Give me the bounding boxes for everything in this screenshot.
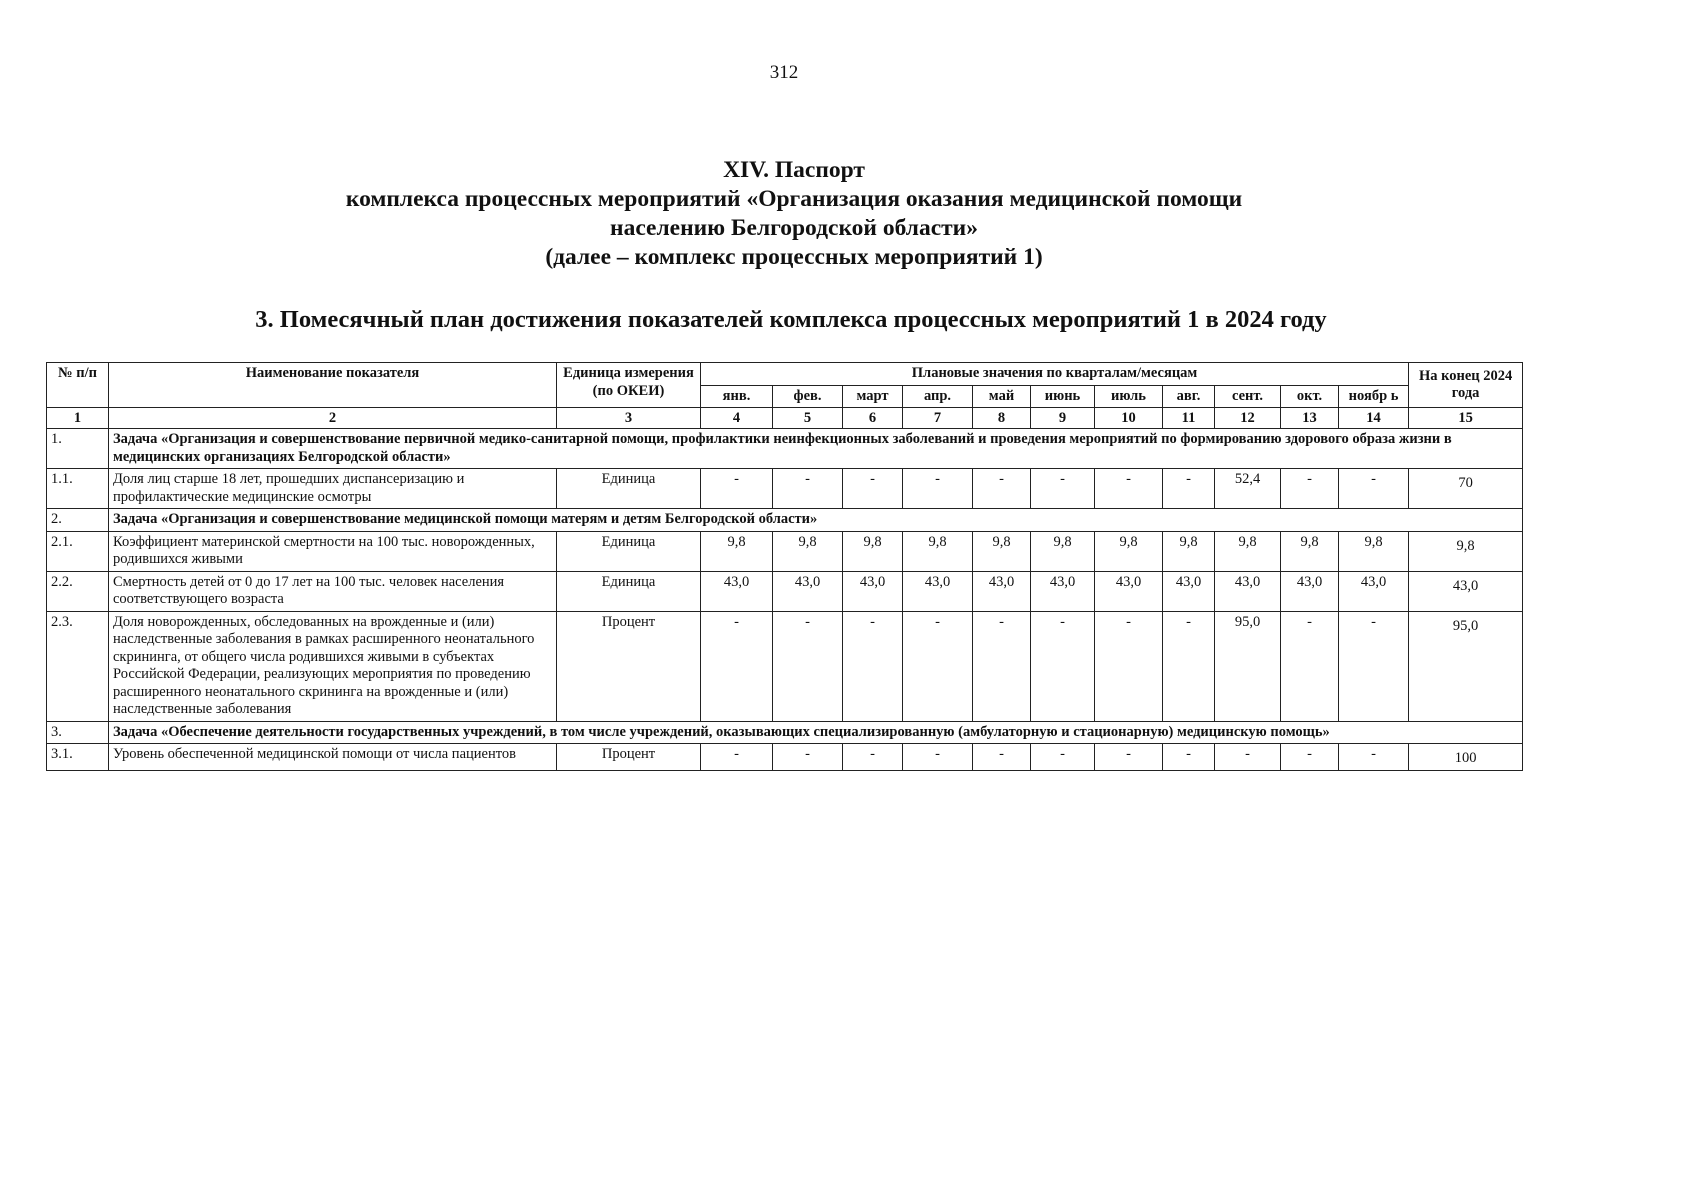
month-value: - [1281,611,1339,721]
header-month: май [973,385,1031,408]
header-planned: Плановые значения по кварталам/месяцам [701,363,1409,386]
month-value: 43,0 [701,571,773,611]
month-value: 9,8 [1163,531,1215,571]
month-value: 43,0 [1281,571,1339,611]
indicator-row [47,531,1523,571]
month-value: - [843,611,903,721]
month-value: - [1095,469,1163,509]
month-value: - [903,744,973,771]
indicator-name: Доля новорожденных, обследованных на врожденные и (или) наследственные заболевания в рамках расширенного неонатального скрининга, от общего числа родившихся живыми в субъектах Российской Федерации, реализующих мероприятия по проведению расширенного неонатального скрининга на врожденные и (или) наследственные заболевания [109,611,557,721]
month-value: 43,0 [773,571,843,611]
column-number: 9 [1031,408,1095,429]
month-value: 9,8 [1031,531,1095,571]
monthly-plan-table [46,362,1523,771]
row-number: 2.3. [47,611,109,721]
column-number: 3 [557,408,701,429]
month-value: - [1215,744,1281,771]
indicator-row [47,571,1523,611]
row-number: 2.1. [47,531,109,571]
indicator-unit: Единица [557,469,701,509]
month-value: 43,0 [973,571,1031,611]
task-row [47,509,1523,532]
header-month: окт. [1281,385,1339,408]
header-month: авг. [1163,385,1215,408]
month-value: - [1095,744,1163,771]
column-number: 5 [773,408,843,429]
task-text: Задача «Организация и совершенствование первичной медико-санитарной помощи, профилактики неинфекционных заболеваний и проведения мероприятий по формированию здорового образа жизни в медицинских организациях Белгородской области» [109,429,1523,469]
header-month: март [843,385,903,408]
month-value: 9,8 [973,531,1031,571]
header-unit: Единица измерения (по ОКЕИ) [557,363,701,408]
month-value: - [1031,469,1095,509]
month-value: 95,0 [1215,611,1281,721]
row-number: 2.2. [47,571,109,611]
header-row-1 [47,363,1523,386]
row-number: 2. [47,509,109,532]
month-value: - [701,744,773,771]
column-number: 14 [1339,408,1409,429]
month-value: - [1281,744,1339,771]
column-number: 8 [973,408,1031,429]
header-month: апр. [903,385,973,408]
header-month: сент. [1215,385,1281,408]
indicator-row [47,611,1523,721]
month-value: - [1281,469,1339,509]
month-value: - [1339,744,1409,771]
header-month: июнь [1031,385,1095,408]
month-value: 9,8 [773,531,843,571]
month-value: - [973,744,1031,771]
column-number: 13 [1281,408,1339,429]
month-value: 9,8 [1215,531,1281,571]
month-value: 43,0 [1339,571,1409,611]
indicator-name: Уровень обеспеченной медицинской помощи от числа пациентов [109,744,557,771]
indicator-name: Коэффициент материнской смертности на 100 тыс. новорожденных, родившихся живыми [109,531,557,571]
task-text: Задача «Обеспечение деятельности государственных учреждений, в том числе учреждений, оказывающих специализированную (амбулаторную и стационарную) медицинскую помощь» [109,721,1523,744]
month-value: 9,8 [1339,531,1409,571]
indicator-name: Доля лиц старше 18 лет, прошедших диспансеризацию и профилактические медицинские осмотры [109,469,557,509]
task-text: Задача «Организация и совершенствование медицинской помощи матерям и детям Белгородской области» [109,509,1523,532]
indicator-row [47,744,1523,771]
month-value: 43,0 [1163,571,1215,611]
month-value: 9,8 [701,531,773,571]
month-value: 43,0 [1095,571,1163,611]
header-month: ноябр ь [1339,385,1409,408]
month-value: 9,8 [843,531,903,571]
title-line-4: (далее – комплекс процессных мероприятий 1) [545,244,1043,270]
month-value: - [773,744,843,771]
column-number: 12 [1215,408,1281,429]
section-subtitle: 3. Помесячный план достижения показателей комплекса процессных мероприятий 1 в 2024 году [255,306,1327,333]
month-value: - [701,469,773,509]
month-value: - [1031,744,1095,771]
month-value: 52,4 [1215,469,1281,509]
month-value: - [773,611,843,721]
month-value: - [843,469,903,509]
indicator-row [47,469,1523,509]
row-number: 1. [47,429,109,469]
month-value: 43,0 [1215,571,1281,611]
month-value: - [903,611,973,721]
month-value: - [973,469,1031,509]
task-row [47,429,1523,469]
column-number: 2 [109,408,557,429]
column-number: 1 [47,408,109,429]
indicator-unit: Процент [557,611,701,721]
end-of-year-value: 100 [1409,744,1523,771]
month-value: - [973,611,1031,721]
indicator-unit: Процент [557,744,701,771]
month-value: - [1339,469,1409,509]
page-number: 312 [769,62,799,83]
month-value: 43,0 [843,571,903,611]
column-number: 7 [903,408,973,429]
header-end: На конец 2024 года [1409,363,1523,408]
month-value: - [1163,744,1215,771]
end-of-year-value: 9,8 [1409,531,1523,571]
month-value: - [843,744,903,771]
end-of-year-value: 95,0 [1409,611,1523,721]
table-body [47,363,1523,771]
title-line-3: населению Белгородской области» [610,215,978,241]
month-value: - [1339,611,1409,721]
column-number: 6 [843,408,903,429]
column-numbers-row [47,408,1523,429]
column-number: 11 [1163,408,1215,429]
column-number: 4 [701,408,773,429]
end-of-year-value: 43,0 [1409,571,1523,611]
column-number: 10 [1095,408,1163,429]
month-value: - [1031,611,1095,721]
month-value: - [903,469,973,509]
month-value: - [1095,611,1163,721]
month-value: - [701,611,773,721]
end-of-year-value: 70 [1409,469,1523,509]
row-number: 3. [47,721,109,744]
title-line-1: XIV. Паспорт [723,157,865,183]
month-value: 9,8 [1095,531,1163,571]
header-num: № п/п [47,363,109,408]
month-value: 9,8 [1281,531,1339,571]
month-value: 43,0 [1031,571,1095,611]
indicator-name: Смертность детей от 0 до 17 лет на 100 тыс. человек населения соответствующего возраста [109,571,557,611]
row-number: 3.1. [47,744,109,771]
indicator-unit: Единица [557,531,701,571]
header-month: янв. [701,385,773,408]
title-line-2: комплекса процессных мероприятий «Организация оказания медицинской помощи [345,186,1243,212]
column-number: 15 [1409,408,1523,429]
month-value: 9,8 [903,531,973,571]
month-value: - [1163,469,1215,509]
header-name: Наименование показателя [109,363,557,408]
month-value: 43,0 [903,571,973,611]
header-month: фев. [773,385,843,408]
indicator-unit: Единица [557,571,701,611]
header-month: июль [1095,385,1163,408]
document-title [0,156,1588,272]
task-row [47,721,1523,744]
month-value: - [1163,611,1215,721]
month-value: - [773,469,843,509]
row-number: 1.1. [47,469,109,509]
